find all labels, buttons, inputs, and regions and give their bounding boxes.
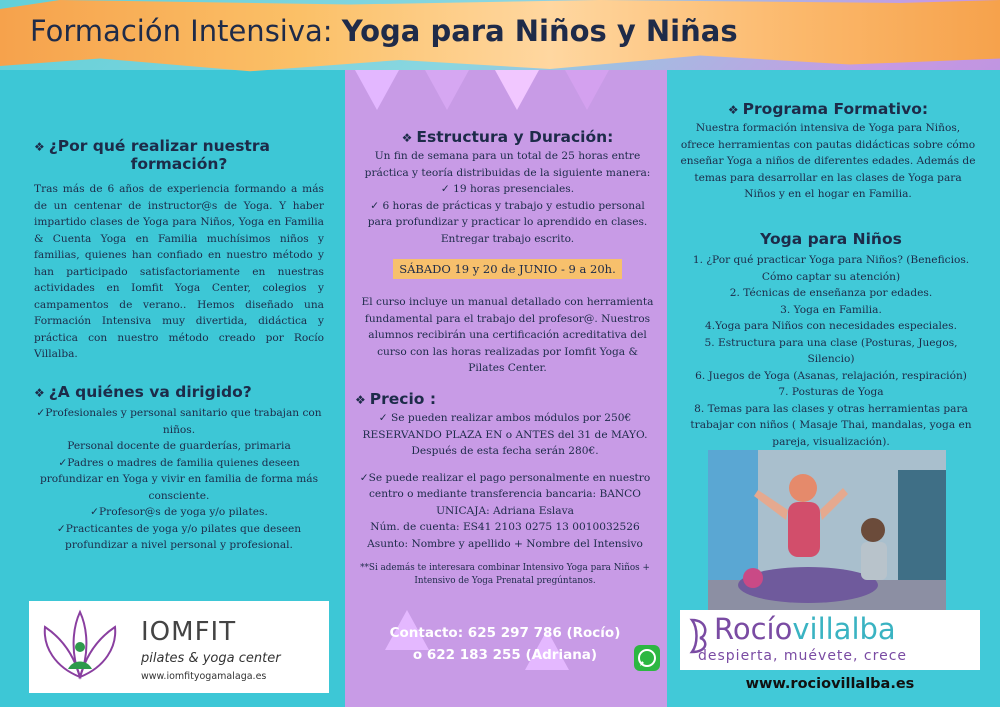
structure-heading: ❖ Estructura y Duración: (401, 128, 614, 146)
who-line: ✓Padres o madres de familia quienes deseen profundizar en Yoga y vivir en familia de forma más consciente. (39, 456, 319, 502)
why-text: Tras más de 6 años de experiencia formando a más de un centenar de instructor@s de Yoga. Y haber impartido clases de Yoga para Niños, Yoga en Familia & Cuenta Yoga en Familia muchísimos niños y familias, quienes han confiado en nuestro método y han participado satisfactoriamente en nuestras actividades en Iomfit Yoga Center, colegios y campamentos de verano.. Hemos diseñado una Formación Intensiva muy divertida, didáctica y práctica con nuestro método creado por Rocío Villalba. (34, 183, 324, 360)
yoga-section (686, 230, 976, 450)
bunting-flag (425, 70, 469, 110)
yoga-heading: Yoga para Niños (760, 230, 902, 248)
yoga-item: 3. Yoga en Familia. (780, 303, 882, 316)
contact-line-2: o 622 183 255 (Adriana) (412, 647, 598, 663)
yoga-item: 8. Temas para las clases y otras herramientas para trabajar con niños ( Masaje Thai, mandalas, yoga en pareja, visualización). (690, 402, 972, 448)
whatsapp-icon[interactable] (634, 645, 660, 671)
diamond-bullet-icon: ❖ (34, 386, 45, 400)
website-link[interactable]: www.rociovillalba.es (745, 676, 915, 692)
iomfit-name: IOMFIT (141, 617, 237, 647)
why-heading-line-2: formación? (130, 155, 228, 173)
iomfit-logo (29, 601, 329, 693)
yoga-item: 7. Posturas de Yoga (778, 386, 884, 398)
yoga-item: 6. Juegos de Yoga (Asanas, relajación, respiración) (695, 369, 967, 382)
structure-line: ✓ 6 horas de prácticas y trabajo y estudio personal para profundizar y practicar lo aprendido en clases. Entregar trabajo escrito. (367, 199, 648, 245)
program-text: Nuestra formación intensiva de Yoga para Niños, ofrece herramientas con pautas didácticas sobre cómo enseñar Yoga a niños de diferentes edades. Además de temas para desarrollar en las clases de Yoga para Niños y en el hogar en Familia. (680, 122, 976, 200)
title-light: Formación Intensiva: (30, 14, 333, 48)
yoga-item: 2. Técnicas de enseñanza por edades. (729, 287, 933, 299)
yoga-photo (708, 450, 946, 610)
course-section (360, 294, 655, 377)
price-line: Asunto: Nombre y apellido + Nombre del Intensivo (367, 537, 643, 550)
yoga-item: 4.Yoga para Niños con necesidades especiales. (705, 320, 957, 332)
diamond-bullet-icon: ❖ (355, 393, 366, 407)
rocio-villalba-logo (680, 610, 980, 670)
iomfit-url: www.iomfityogamalaga.es (141, 671, 267, 682)
iomfit-tagline: pilates & yoga center (141, 651, 281, 666)
date-banner (360, 258, 655, 279)
structure-line: ✓ 19 horas presenciales. (440, 183, 575, 195)
who-heading: ❖ ¿A quiénes va dirigido? (34, 383, 252, 401)
why-heading (34, 137, 324, 155)
date-text: SÁBADO 19 y 20 de JUNIO - 9 a 20h. (393, 259, 622, 279)
rocio-villalba-name: Rocíovillalba (714, 612, 896, 646)
who-line: ✓Practicantes de yoga y/o pilates que deseen profundizar a nivel personal y profesional. (56, 522, 302, 551)
bunting-flag (355, 70, 399, 110)
price-section (355, 390, 655, 588)
structure-line: Un fin de semana para un total de 25 horas entre práctica y teoría distribuidas de la siguiente manera: (364, 150, 651, 179)
contact-line-1: Contacto: 625 297 786 (Rocío) (389, 625, 621, 641)
why-section (34, 137, 324, 363)
who-line: ✓Profesor@s de yoga y/o pilates. (90, 506, 268, 518)
diamond-bullet-icon: ❖ (401, 131, 413, 145)
page-title (30, 14, 738, 48)
program-heading: ❖ Programa Formativo: (727, 100, 929, 118)
who-line: ✓Profesionales y personal sanitario que trabajan con niños. (36, 407, 322, 436)
price-note: **Si además te interesara combinar Intensivo Yoga para Niños + Intensivo de Yoga Prenatal pregúntanos. (360, 563, 650, 586)
contact-section (350, 622, 660, 666)
program-section (678, 100, 978, 203)
title-bold: Yoga para Niños y Niñas (341, 14, 738, 48)
structure-section (360, 128, 655, 247)
diamond-bullet-icon: ❖ (727, 103, 739, 117)
diamond-bullet-icon: ❖ (34, 140, 45, 154)
who-section (34, 383, 324, 554)
who-line: Personal docente de guarderías, primaria (67, 440, 291, 452)
course-text: El curso incluye un manual detallado con herramienta fundamental para el trabajo del profesor@. Nuestros alumnos recibirán una certificación acreditativa del curso con las horas realizadas por Iomfit Yoga & Pilates Center. (361, 296, 654, 374)
yoga-item: 1. ¿Por qué practicar Yoga para Niños? (Beneficios. Cómo captar su atención) (692, 254, 970, 283)
yoga-item: 5. Estructura para una clase (Posturas, Juegos, Silencio) (704, 336, 958, 365)
price-line: Núm. de cuenta: ES41 2103 0275 13 0010032526 (370, 521, 640, 533)
why-heading-line-1: ¿Por qué realizar nuestra (48, 137, 270, 155)
rocio-villalba-tagline: despierta, muévete, crece (698, 648, 908, 664)
lotus-icon (35, 607, 125, 687)
price-line: ✓Se puede realizar el pago personalmente en nuestro centro o mediante transferencia bancaria: BANCO UNICAJA: Adriana Eslava (359, 471, 651, 517)
price-heading: ❖ Precio : (355, 390, 437, 408)
bunting-flag (565, 70, 609, 110)
price-line: ✓ Se pueden realizar ambos módulos por 250€ RESERVANDO PLAZA EN o ANTES del 31 de MAYO. Después de esta fecha serán 280€. (362, 412, 648, 457)
bunting-flag (495, 70, 539, 110)
